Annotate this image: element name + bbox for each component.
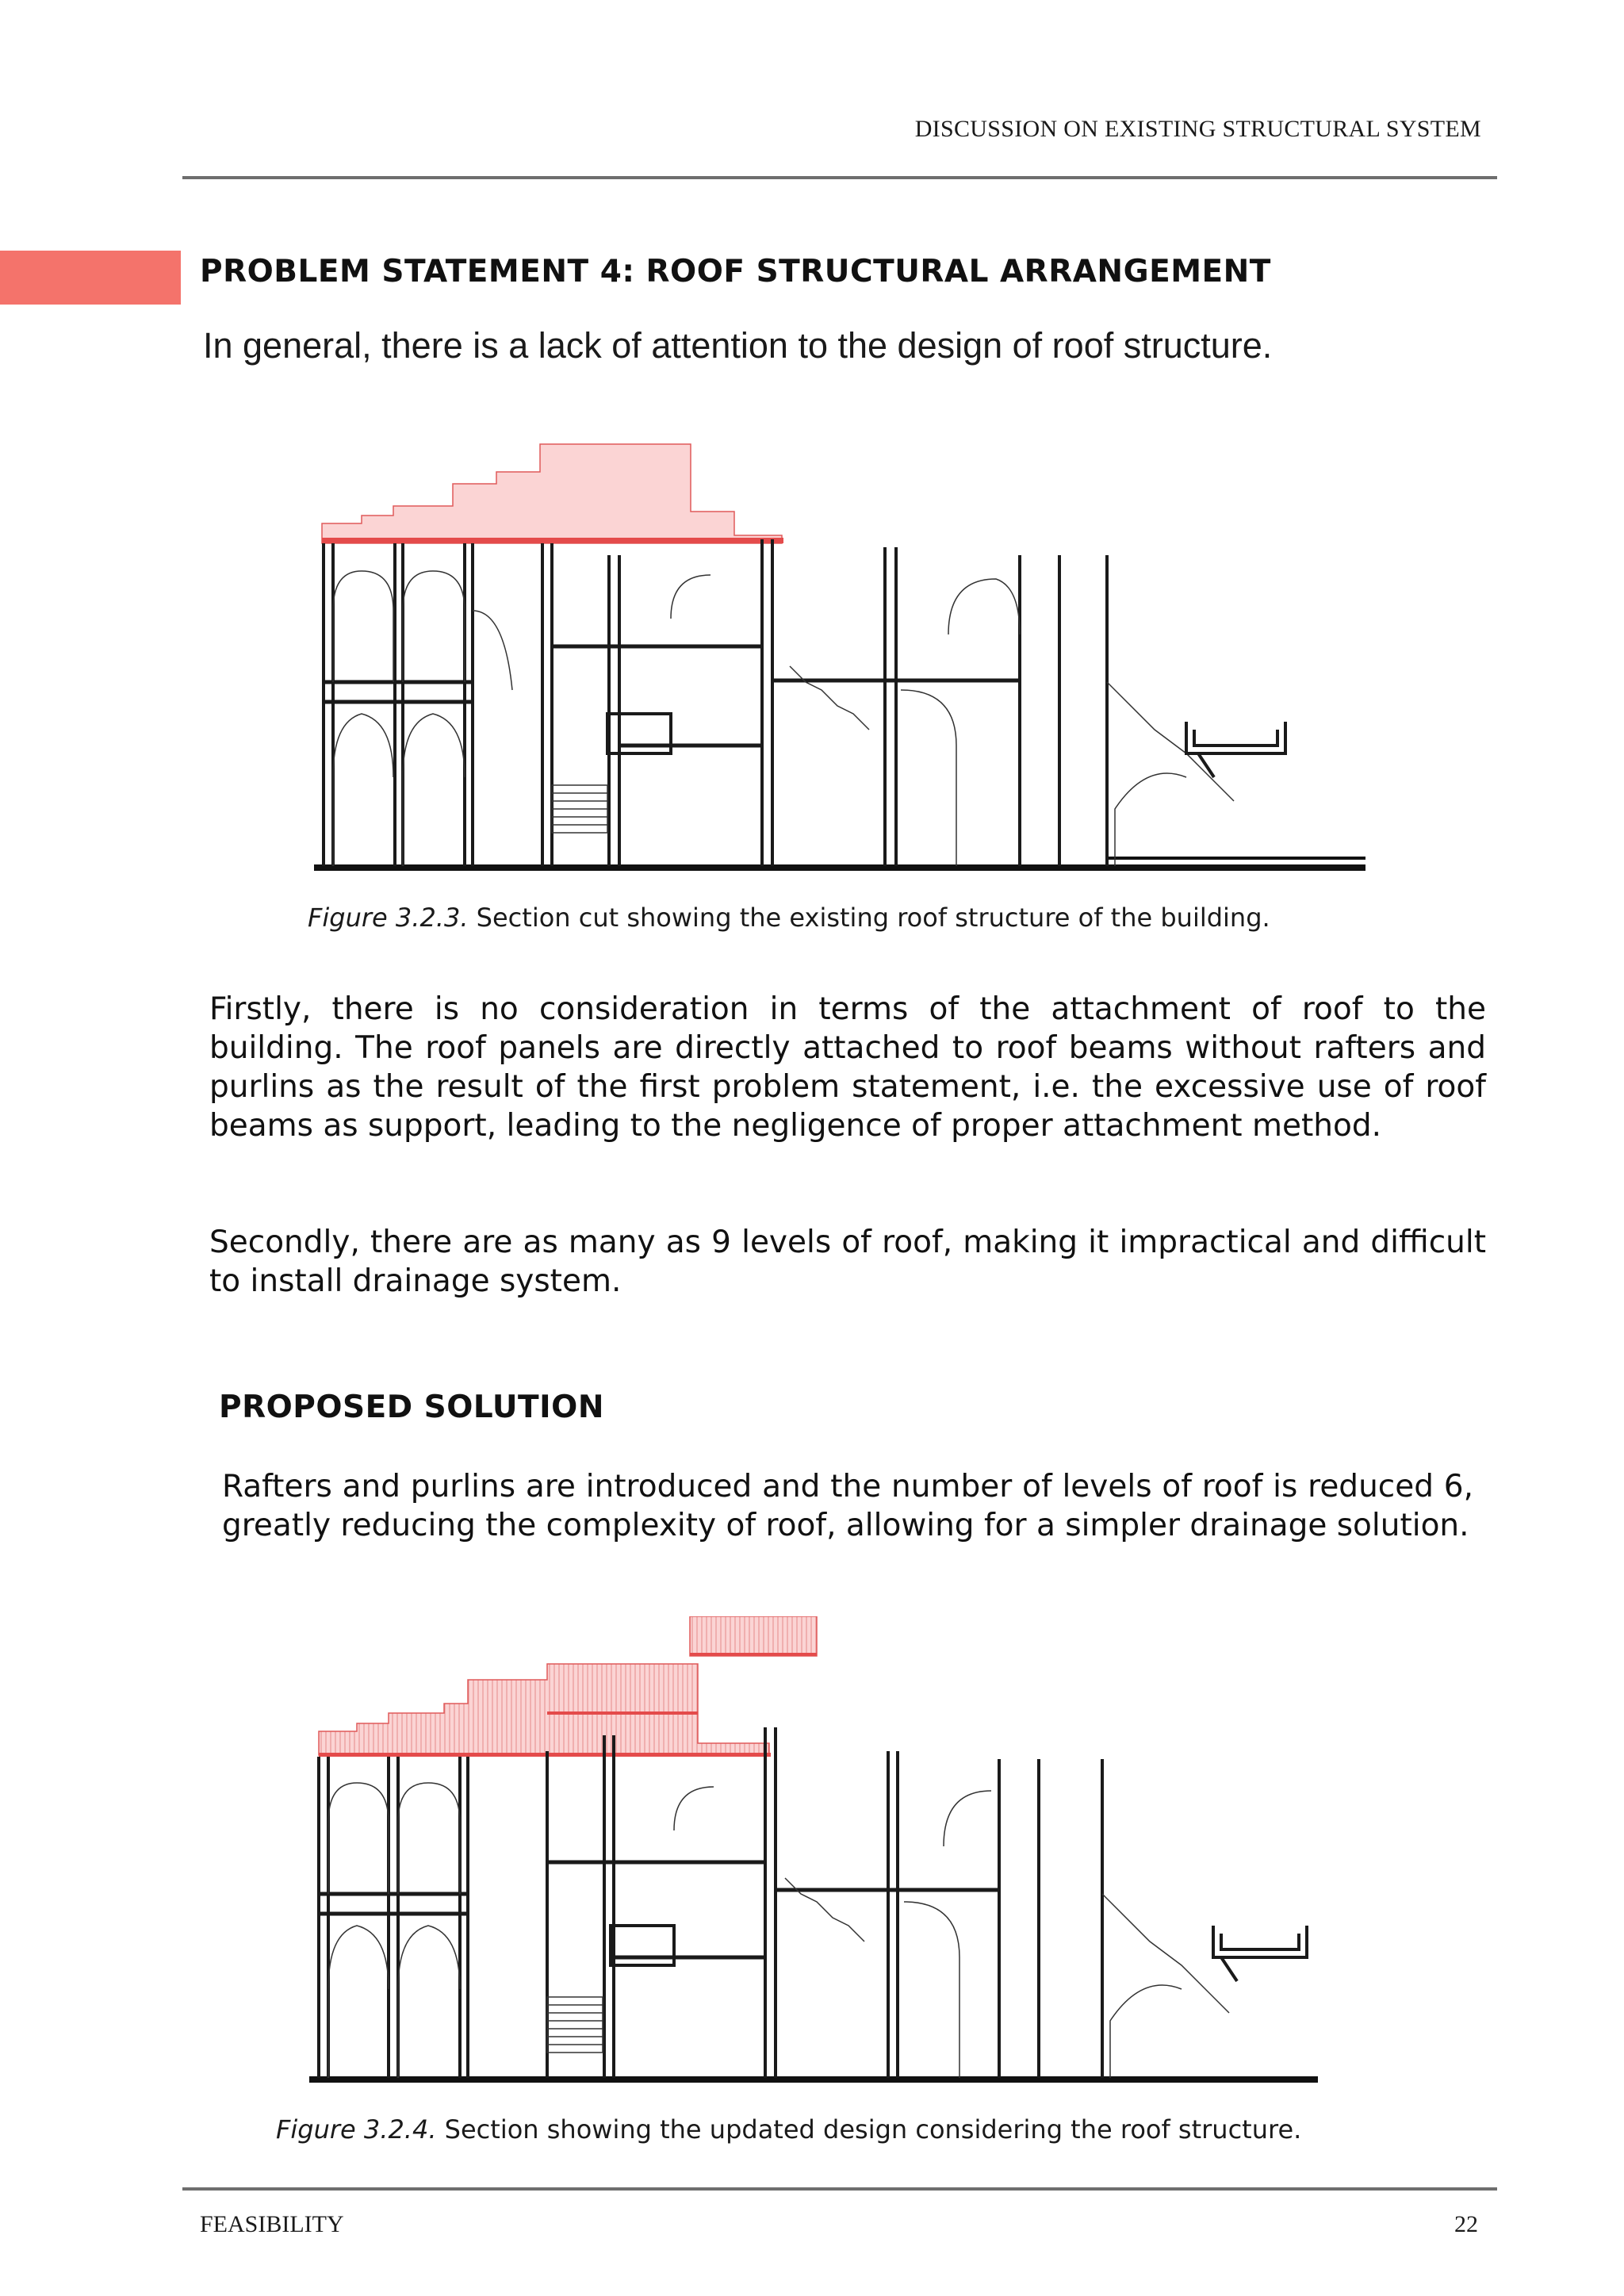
- figure-3-2-4-number: Figure 3.2.4.: [276, 2114, 437, 2145]
- running-header: DISCUSSION ON EXISTING STRUCTURAL SYSTEM: [914, 116, 1481, 142]
- updated-roof-panels: [319, 1616, 817, 1757]
- figure-3-2-3-caption: [308, 903, 1270, 933]
- structure-walls-updated: [319, 1727, 1102, 2078]
- figure-3-2-4-text: Section showing the updated design considering the roof structure.: [436, 2114, 1302, 2145]
- balcony-updated: [1213, 1926, 1307, 1981]
- footer-section-label: FEASIBILITY: [200, 2211, 344, 2237]
- figure-3-2-3-number: Figure 3.2.3.: [308, 903, 469, 933]
- figure-existing-section: [314, 428, 1365, 880]
- header-rule: [182, 176, 1497, 179]
- figure-updated-section: [309, 1616, 1318, 2092]
- figure-3-2-4-caption: [276, 2114, 1301, 2145]
- section-accent-tab: [0, 251, 181, 305]
- figure-3-2-3-text: Section cut showing the existing roof structure of the building.: [468, 903, 1270, 933]
- solution-paragraph: Rafters and purlins are introduced and the number of levels of roof is reduced 6, greatly reducing the complexity of roof, allowing for a simpler drainage solution.: [222, 1469, 1473, 1543]
- page-number: 22: [1454, 2211, 1478, 2237]
- problem-heading: PROBLEM STATEMENT 4: ROOF STRUCTURAL ARRANGEMENT: [200, 254, 1271, 289]
- solution-heading: PROPOSED SOLUTION: [219, 1389, 604, 1425]
- body-paragraph-2: Secondly, there are as many as 9 levels of roof, making it impractical and difficult to install drainage system.: [209, 1225, 1486, 1299]
- footer-rule: [182, 2187, 1497, 2191]
- existing-roof-panels: [322, 444, 783, 543]
- problem-lead-text: In general, there is a lack of attention to the design of roof structure.: [203, 325, 1273, 366]
- body-paragraph-1: Firstly, there is no consideration in terms of the attachment of roof to the building. The roof panels are directly attached to roof beams without rafters and purlins as the result of the first problem statement, i.e. the excessive use of roof beams as support, leading to the negligence of proper attachment method.: [209, 991, 1486, 1144]
